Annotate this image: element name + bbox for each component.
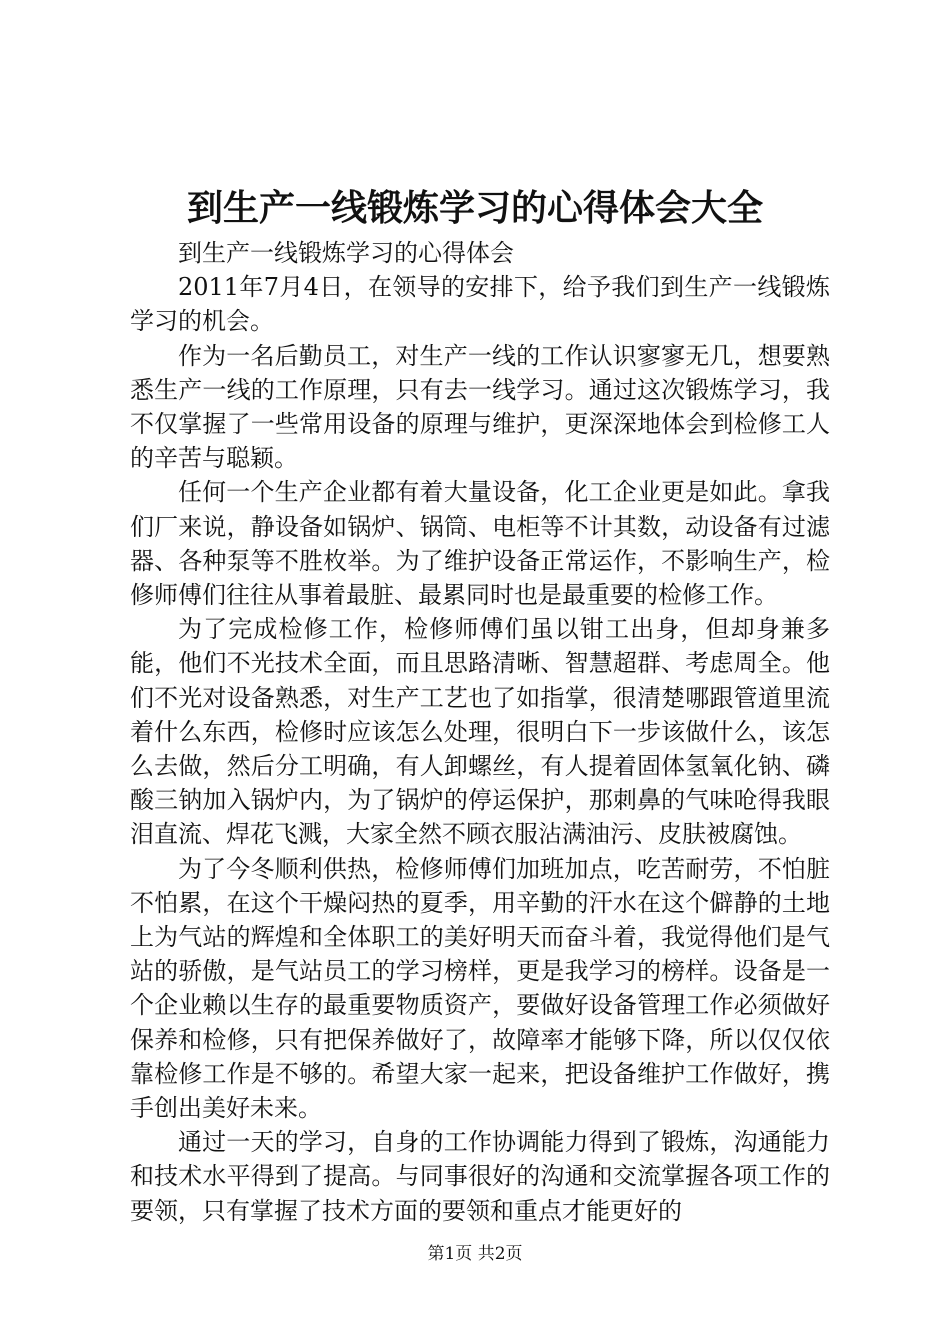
paragraph: 任何一个生产企业都有着大量设备，化工企业更是如此。拿我们厂来说，静设备如锅炉、锅筒、电柜等不计其数，动设备有过滤器、各种泵等不胜枚举。为了维护设备正常运作，不影响生产，检修师傅们往往从事着最脏、最累同时也是最重要的检修工作。 xyxy=(130,478,830,610)
paragraph: 为了今冬顺利供热，检修师傅们加班加点，吃苦耐劳，不怕脏不怕累，在这个干燥闷热的夏季，用辛勤的汗水在这个僻静的土地上为气站的辉煌和全体职工的美好明天而奋斗着，我觉得他们是气站的骄傲，是气站员工的学习榜样，更是我学习的榜样。设备是一个企业赖以生存的最重要物质资产，要做好设备管理工作必须做好保养和检修，只有把保养做好了，故障率才能够下降，所以仅仅依靠检修工作是不够的。希望大家一起来，把设备维护工作做好，携手创出美好未来。 xyxy=(130,854,830,1123)
paragraph: 2011年7月4日，在领导的安排下，给予我们到生产一线锻炼学习的机会。 xyxy=(130,273,830,336)
page-number-footer: 第1页 共2页 xyxy=(427,1244,523,1264)
document-body xyxy=(130,236,830,1228)
paragraph-subtitle: 到生产一线锻炼学习的心得体会 xyxy=(178,239,514,267)
document-title: 到生产一线锻炼学习的心得体会大全 xyxy=(186,187,763,229)
paragraph: 作为一名后勤员工，对生产一线的工作认识寥寥无几，想要熟悉生产一线的工作原理，只有去一线学习。通过这次锻炼学习，我不仅掌握了一些常用设备的原理与维护，更深深地体会到检修工人的辛苦与聪颖。 xyxy=(130,341,830,473)
paragraph: 通过一天的学习，自身的工作协调能力得到了锻炼，沟通能力和技术水平得到了提高。与同事很好的沟通和交流掌握各项工作的要领，只有掌握了技术方面的要领和重点才能更好的 xyxy=(130,1128,830,1225)
paragraph: 为了完成检修工作，检修师傅们虽以钳工出身，但却身兼多能，他们不光技术全面，而且思路清晰、智慧超群、考虑周全。他们不光对设备熟悉，对生产工艺也了如指掌，很清楚哪跟管道里流着什么东西，检修时应该怎么处理，很明白下一步该做什么，该怎么去做，然后分工明确，有人卸螺丝，有人提着固体氢氧化钠、磷酸三钠加入锅炉内，为了锅炉的停运保护，那刺鼻的气味呛得我眼泪直流、焊花飞溅，大家全然不顾衣服沾满油污、皮肤被腐蚀。 xyxy=(130,615,830,849)
